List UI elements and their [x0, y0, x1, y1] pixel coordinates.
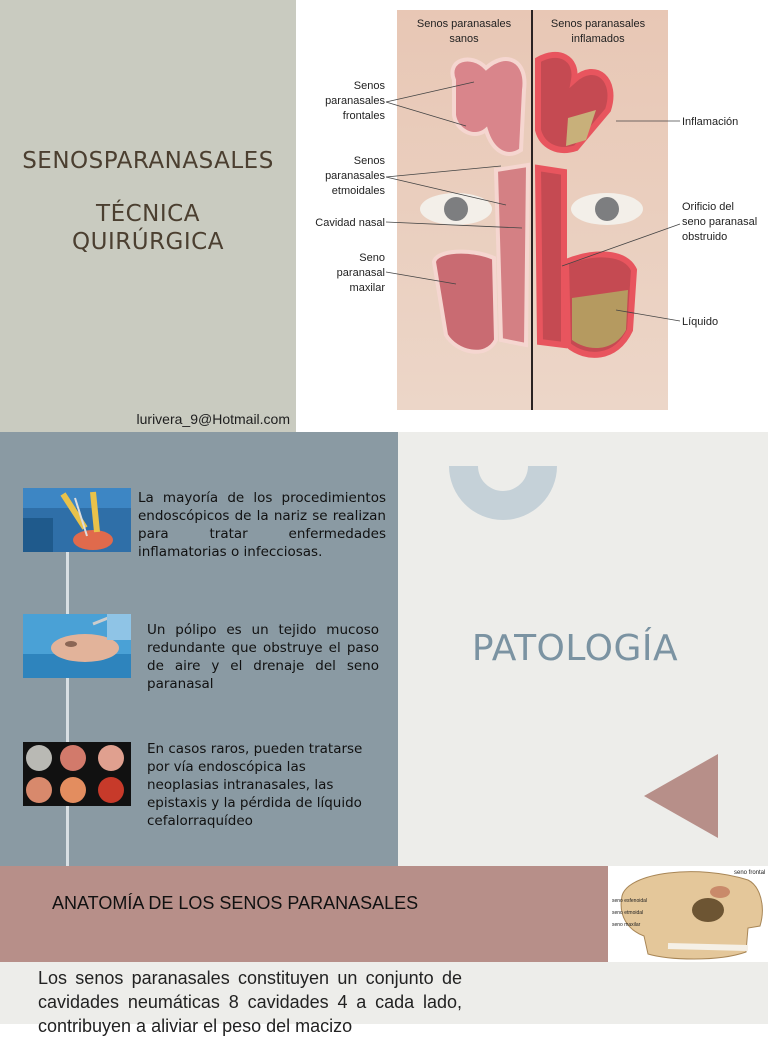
- right-iris: [595, 197, 619, 221]
- pathology-item-2-text: Un pólipo es un tejido mucoso redundante que obstruye el paso de aire y el drenaje del seno paranasal: [147, 622, 379, 692]
- slide-title: [0, 0, 768, 432]
- author-email: lurivera_9@Hotmail.com: [136, 411, 290, 427]
- label-orifice-line2: seno paranasal: [682, 216, 758, 228]
- skull-sinus-illustration: [608, 866, 768, 962]
- label-fluid: Líquido: [682, 316, 719, 328]
- label-healthy-line2: sanos: [449, 33, 479, 45]
- label-ethmoid-line1: Senos: [353, 155, 385, 167]
- label-orifice-line3: obstruido: [682, 231, 728, 243]
- endoscopy-images: [23, 742, 131, 806]
- label-frontal-line3: frontales: [342, 110, 385, 122]
- skull-label-sphenoid: seno esfenoidal: [612, 898, 648, 904]
- skull-label-maxillary: seno maxilar: [612, 922, 641, 928]
- pathology-item-1-text: La mayoría de los procedimientos endoscópicos de la nariz se realizan para tratar enfermedades inflamatorias o infecciosas.: [138, 490, 386, 560]
- sinus-anatomy-illustration: [296, 0, 768, 432]
- label-ethmoid-line3: etmoidales: [331, 185, 385, 197]
- healthy-ethmoid-sinus: [496, 165, 528, 345]
- anatomy-body-text: Los senos paranasales constituyen un conjunto de cavidades neumáticas 8 cavidades 4 a cada lado, contribuyen a aliviar el peso del macizo: [38, 968, 462, 1036]
- label-maxillary-line1: Seno: [359, 252, 385, 264]
- label-maxillary-line2: paranasal: [336, 267, 385, 279]
- label-maxillary-line3: maxilar: [349, 282, 385, 294]
- skull-label-ethmoid: seno etmoidal: [612, 910, 644, 916]
- anatomy-heading-band: [0, 866, 608, 962]
- slide-subtitle-line1: TÉCNICA: [96, 201, 200, 227]
- label-inflamed-line2: inflamados: [571, 33, 625, 45]
- label-nasal-cavity: Cavidad nasal: [315, 217, 385, 229]
- anatomy-heading: ANATOMÍA DE LOS SENOS PARANASALES: [52, 893, 419, 913]
- timeline-line: [66, 550, 69, 866]
- label-frontal-line1: Senos: [353, 80, 385, 92]
- left-iris: [444, 197, 468, 221]
- surgery-photo: [23, 488, 131, 552]
- slide-subtitle: [0, 200, 296, 256]
- half-ring-shape: [448, 466, 558, 522]
- inflamed-ethmoid-sinus: [538, 168, 564, 345]
- triangle-shape: [644, 754, 718, 838]
- pathology-title: PATOLOGÍA: [471, 628, 679, 669]
- label-frontal-line2: paranasales: [325, 95, 385, 107]
- label-healthy-line1: Senos paranasales: [416, 18, 512, 30]
- label-ethmoid-line2: paranasales: [325, 170, 385, 182]
- patient-photo: [23, 614, 131, 678]
- label-inflamed-line1: Senos paranasales: [550, 18, 646, 30]
- slide-title-line1: SENOSPARANASALES: [22, 148, 274, 174]
- skull-label-frontal: seno frontal: [734, 870, 766, 876]
- label-inflammation: Inflamación: [682, 116, 739, 128]
- slide-subtitle-line2: QUIRÚRGICA: [72, 229, 224, 255]
- label-orifice-line1: Orificio del: [682, 201, 734, 213]
- slide-pathology: [0, 432, 768, 866]
- slide-anatomy: [0, 866, 768, 1036]
- pathology-item-3-text: En casos raros, pueden tratarse por vía endoscópica las neoplasias intranasales, las epistaxis y la pérdida de líquido cefalorraquídeo: [147, 741, 363, 829]
